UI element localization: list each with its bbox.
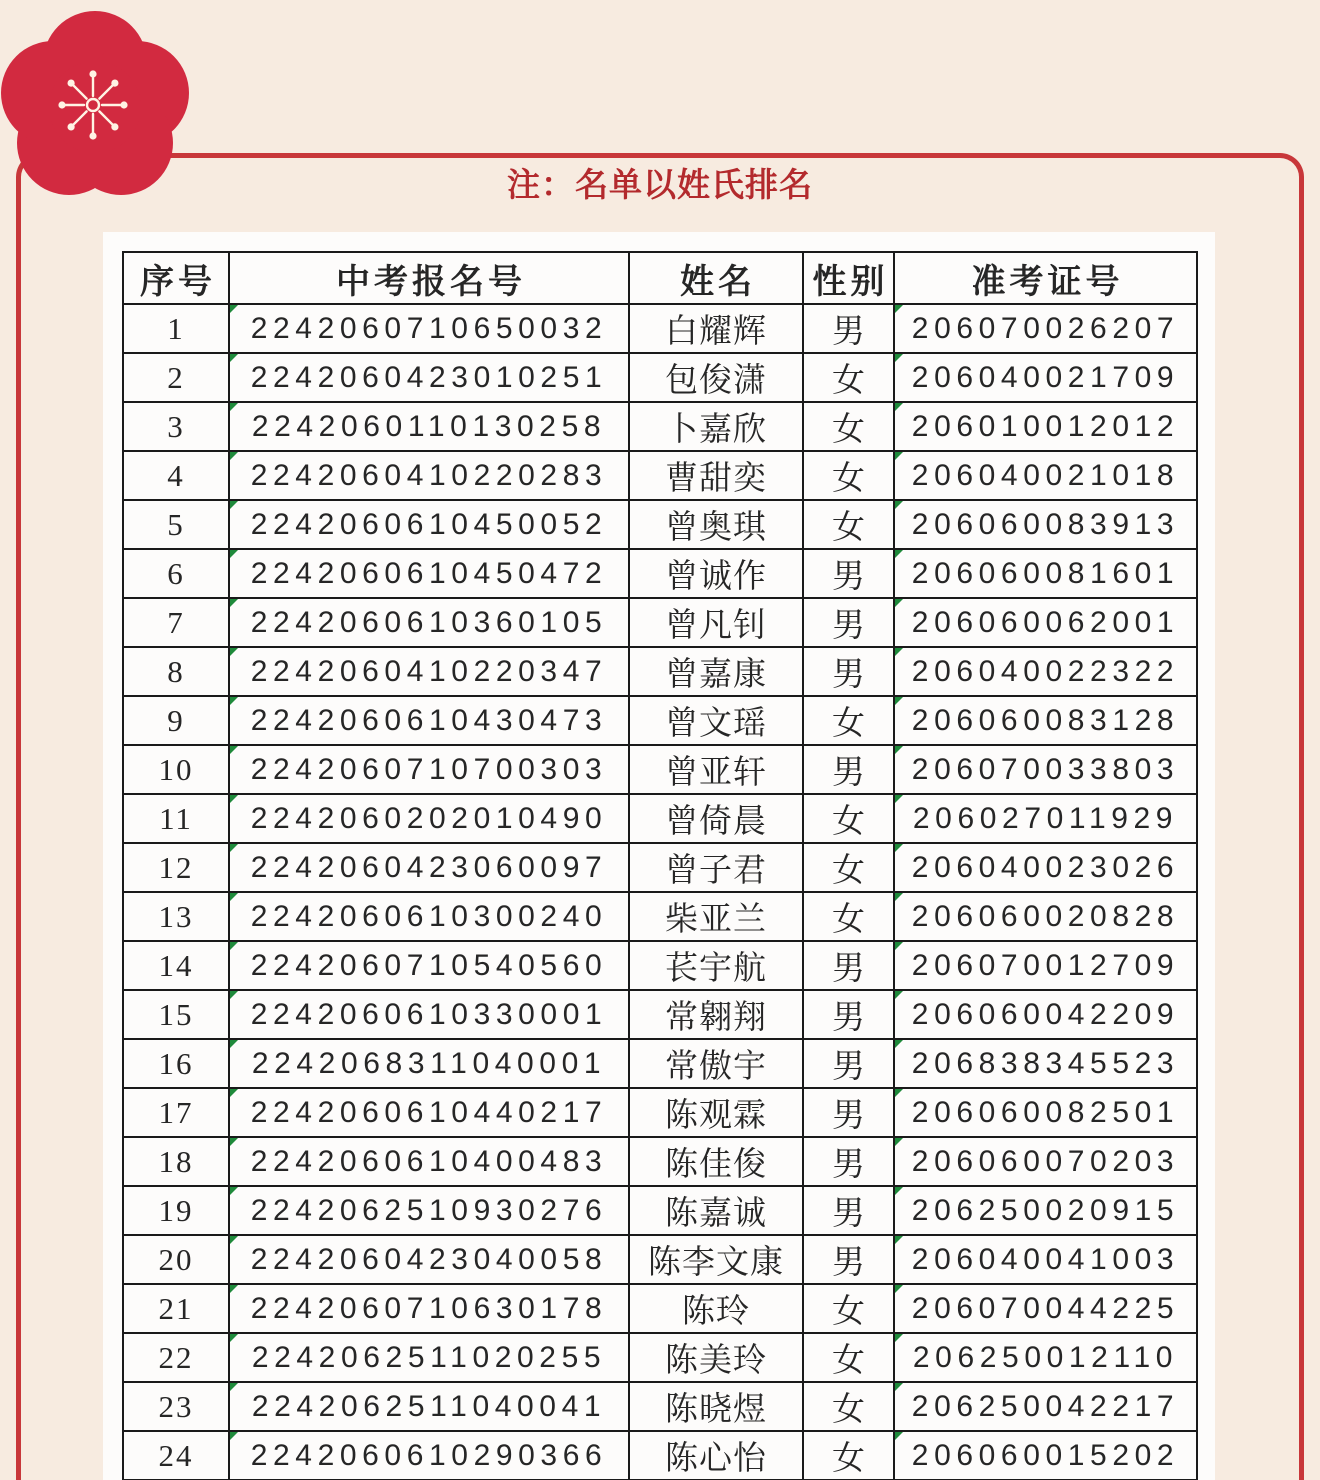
- gender-cell: 男: [803, 304, 894, 353]
- table-row: [123, 1235, 1197, 1284]
- roster-table: [122, 251, 1198, 1480]
- student-name-cell: 陈心怡: [629, 1431, 803, 1480]
- admission-ticket-cell: 206040021018: [894, 451, 1197, 500]
- gender-cell: 男: [803, 941, 894, 990]
- serial-cell: 18: [123, 1137, 229, 1186]
- table-header-row: [123, 252, 1197, 304]
- gender-cell: 女: [803, 696, 894, 745]
- registration-number-cell: 2242060710650032: [229, 304, 629, 353]
- student-name-cell: 包俊潇: [629, 353, 803, 402]
- registration-number-cell: 2242060710700303: [229, 745, 629, 794]
- gender-cell: 男: [803, 1186, 894, 1235]
- student-name-cell: 陈晓煜: [629, 1382, 803, 1431]
- registration-number-cell: 2242060202010490: [229, 794, 629, 843]
- serial-cell: 22: [123, 1333, 229, 1382]
- serial-cell: 6: [123, 549, 229, 598]
- table-row: [123, 500, 1197, 549]
- table-row: [123, 892, 1197, 941]
- gender-cell: 男: [803, 990, 894, 1039]
- table-row: [123, 794, 1197, 843]
- serial-cell: 20: [123, 1235, 229, 1284]
- student-name-cell: 苌宇航: [629, 941, 803, 990]
- student-name-cell: 曾亚轩: [629, 745, 803, 794]
- student-name-cell: 陈玲: [629, 1284, 803, 1333]
- student-name-cell: 白耀辉: [629, 304, 803, 353]
- serial-cell: 9: [123, 696, 229, 745]
- table-row: [123, 1333, 1197, 1382]
- registration-number-cell: 2242060610400483: [229, 1137, 629, 1186]
- registration-number-cell: 2242060710540560: [229, 941, 629, 990]
- gender-cell: 男: [803, 1235, 894, 1284]
- student-name-cell: 曾奥琪: [629, 500, 803, 549]
- admission-ticket-cell: 206060070203: [894, 1137, 1197, 1186]
- student-name-cell: 曹甜奕: [629, 451, 803, 500]
- student-name-cell: 常傲宇: [629, 1039, 803, 1088]
- table-row: [123, 941, 1197, 990]
- registration-number-cell: 2242060423060097: [229, 843, 629, 892]
- gender-cell: 女: [803, 500, 894, 549]
- registration-number-cell: 2242060610450472: [229, 549, 629, 598]
- table-row: [123, 843, 1197, 892]
- admission-ticket-cell: 206060020828: [894, 892, 1197, 941]
- registration-number-cell: 2242060610440217: [229, 1088, 629, 1137]
- admission-ticket-cell: 206040023026: [894, 843, 1197, 892]
- table-row: [123, 1088, 1197, 1137]
- admission-ticket-cell: 206070026207: [894, 304, 1197, 353]
- gender-cell: 女: [803, 1333, 894, 1382]
- gender-cell: 女: [803, 843, 894, 892]
- admission-ticket-cell: 206060081601: [894, 549, 1197, 598]
- gender-cell: 男: [803, 1039, 894, 1088]
- admission-ticket-cell: 206027011929: [894, 794, 1197, 843]
- gender-cell: 男: [803, 745, 894, 794]
- registration-number-cell: 2242060410220347: [229, 647, 629, 696]
- registration-number-cell: 2242060610300240: [229, 892, 629, 941]
- registration-number-cell: 2242060423010251: [229, 353, 629, 402]
- gender-cell: 男: [803, 549, 894, 598]
- student-name-cell: 陈佳俊: [629, 1137, 803, 1186]
- student-name-cell: 曾子君: [629, 843, 803, 892]
- admission-ticket-cell: 206070012709: [894, 941, 1197, 990]
- registration-number-cell: 2242060610360105: [229, 598, 629, 647]
- admission-ticket-cell: 206250020915: [894, 1186, 1197, 1235]
- serial-cell: 11: [123, 794, 229, 843]
- admission-ticket-cell: 206040021709: [894, 353, 1197, 402]
- serial-cell: 12: [123, 843, 229, 892]
- gender-cell: 男: [803, 1137, 894, 1186]
- serial-cell: 15: [123, 990, 229, 1039]
- gender-cell: 女: [803, 353, 894, 402]
- gender-cell: 女: [803, 1431, 894, 1480]
- student-name-cell: 曾诚作: [629, 549, 803, 598]
- gender-cell: 女: [803, 451, 894, 500]
- admission-ticket-cell: 206040022322: [894, 647, 1197, 696]
- serial-cell: 13: [123, 892, 229, 941]
- serial-cell: 24: [123, 1431, 229, 1480]
- registration-number-cell: 2242062511040041: [229, 1382, 629, 1431]
- table-row: [123, 1186, 1197, 1235]
- serial-cell: 16: [123, 1039, 229, 1088]
- serial-cell: 7: [123, 598, 229, 647]
- student-name-cell: 柴亚兰: [629, 892, 803, 941]
- gender-cell: 女: [803, 1382, 894, 1431]
- registration-number-cell: 2242060710630178: [229, 1284, 629, 1333]
- serial-cell: 14: [123, 941, 229, 990]
- student-name-cell: 曾嘉康: [629, 647, 803, 696]
- registration-number-cell: 2242062511020255: [229, 1333, 629, 1382]
- admission-ticket-cell: 206250012110: [894, 1333, 1197, 1382]
- header-admission-ticket: 准考证号: [894, 252, 1197, 304]
- admission-ticket-cell: 206070044225: [894, 1284, 1197, 1333]
- table-row: [123, 1039, 1197, 1088]
- table-row: [123, 1382, 1197, 1431]
- registration-number-cell: 2242060610450052: [229, 500, 629, 549]
- admission-ticket-cell: 206838345523: [894, 1039, 1197, 1088]
- registration-number-cell: 2242060610430473: [229, 696, 629, 745]
- registration-number-cell: 2242060423040058: [229, 1235, 629, 1284]
- student-name-cell: 陈美玲: [629, 1333, 803, 1382]
- registration-number-cell: 2242060610290366: [229, 1431, 629, 1480]
- serial-cell: 21: [123, 1284, 229, 1333]
- gender-cell: 男: [803, 647, 894, 696]
- admission-ticket-cell: 206060015202: [894, 1431, 1197, 1480]
- serial-cell: 8: [123, 647, 229, 696]
- table-row: [123, 1137, 1197, 1186]
- registration-number-cell: 2242068311040001: [229, 1039, 629, 1088]
- header-student-name: 姓名: [629, 252, 803, 304]
- admission-ticket-cell: 206060062001: [894, 598, 1197, 647]
- registration-number-cell: 2242062510930276: [229, 1186, 629, 1235]
- header-gender: 性别: [803, 252, 894, 304]
- registration-number-cell: 2242060110130258: [229, 402, 629, 451]
- serial-cell: 3: [123, 402, 229, 451]
- serial-cell: 10: [123, 745, 229, 794]
- student-name-cell: 陈李文康: [629, 1235, 803, 1284]
- table-row: [123, 990, 1197, 1039]
- registration-number-cell: 2242060410220283: [229, 451, 629, 500]
- table-row: [123, 598, 1197, 647]
- roster-table-card: [103, 232, 1215, 1480]
- admission-ticket-cell: 206060083913: [894, 500, 1197, 549]
- admission-ticket-cell: 206070033803: [894, 745, 1197, 794]
- table-row: [123, 451, 1197, 500]
- admission-ticket-cell: 206250042217: [894, 1382, 1197, 1431]
- gender-cell: 男: [803, 1088, 894, 1137]
- table-row: [123, 549, 1197, 598]
- student-name-cell: 陈嘉诚: [629, 1186, 803, 1235]
- header-registration-number: 中考报名号: [229, 252, 629, 304]
- table-row: [123, 1431, 1197, 1480]
- serial-cell: 4: [123, 451, 229, 500]
- student-name-cell: 常翱翔: [629, 990, 803, 1039]
- student-name-cell: 曾文瑶: [629, 696, 803, 745]
- header-serial: 序号: [123, 252, 229, 304]
- table-row: [123, 696, 1197, 745]
- serial-cell: 5: [123, 500, 229, 549]
- note-title: 注：名单以姓氏排名: [507, 165, 813, 204]
- serial-cell: 19: [123, 1186, 229, 1235]
- table-row: [123, 1284, 1197, 1333]
- table-body: [123, 304, 1197, 1480]
- serial-cell: 1: [123, 304, 229, 353]
- gender-cell: 女: [803, 794, 894, 843]
- student-name-cell: 卜嘉欣: [629, 402, 803, 451]
- table-row: [123, 745, 1197, 794]
- serial-cell: 17: [123, 1088, 229, 1137]
- student-name-cell: 曾倚晨: [629, 794, 803, 843]
- admission-ticket-cell: 206040041003: [894, 1235, 1197, 1284]
- gender-cell: 女: [803, 402, 894, 451]
- table-row: [123, 353, 1197, 402]
- table-row: [123, 647, 1197, 696]
- admission-ticket-cell: 206060083128: [894, 696, 1197, 745]
- admission-ticket-cell: 206060042209: [894, 990, 1197, 1039]
- registration-number-cell: 2242060610330001: [229, 990, 629, 1039]
- student-name-cell: 陈观霖: [629, 1088, 803, 1137]
- gender-cell: 女: [803, 1284, 894, 1333]
- serial-cell: 2: [123, 353, 229, 402]
- student-name-cell: 曾凡钊: [629, 598, 803, 647]
- serial-cell: 23: [123, 1382, 229, 1431]
- gender-cell: 男: [803, 598, 894, 647]
- admission-ticket-cell: 206060082501: [894, 1088, 1197, 1137]
- admission-ticket-cell: 206010012012: [894, 402, 1197, 451]
- table-row: [123, 304, 1197, 353]
- gender-cell: 女: [803, 892, 894, 941]
- table-row: [123, 402, 1197, 451]
